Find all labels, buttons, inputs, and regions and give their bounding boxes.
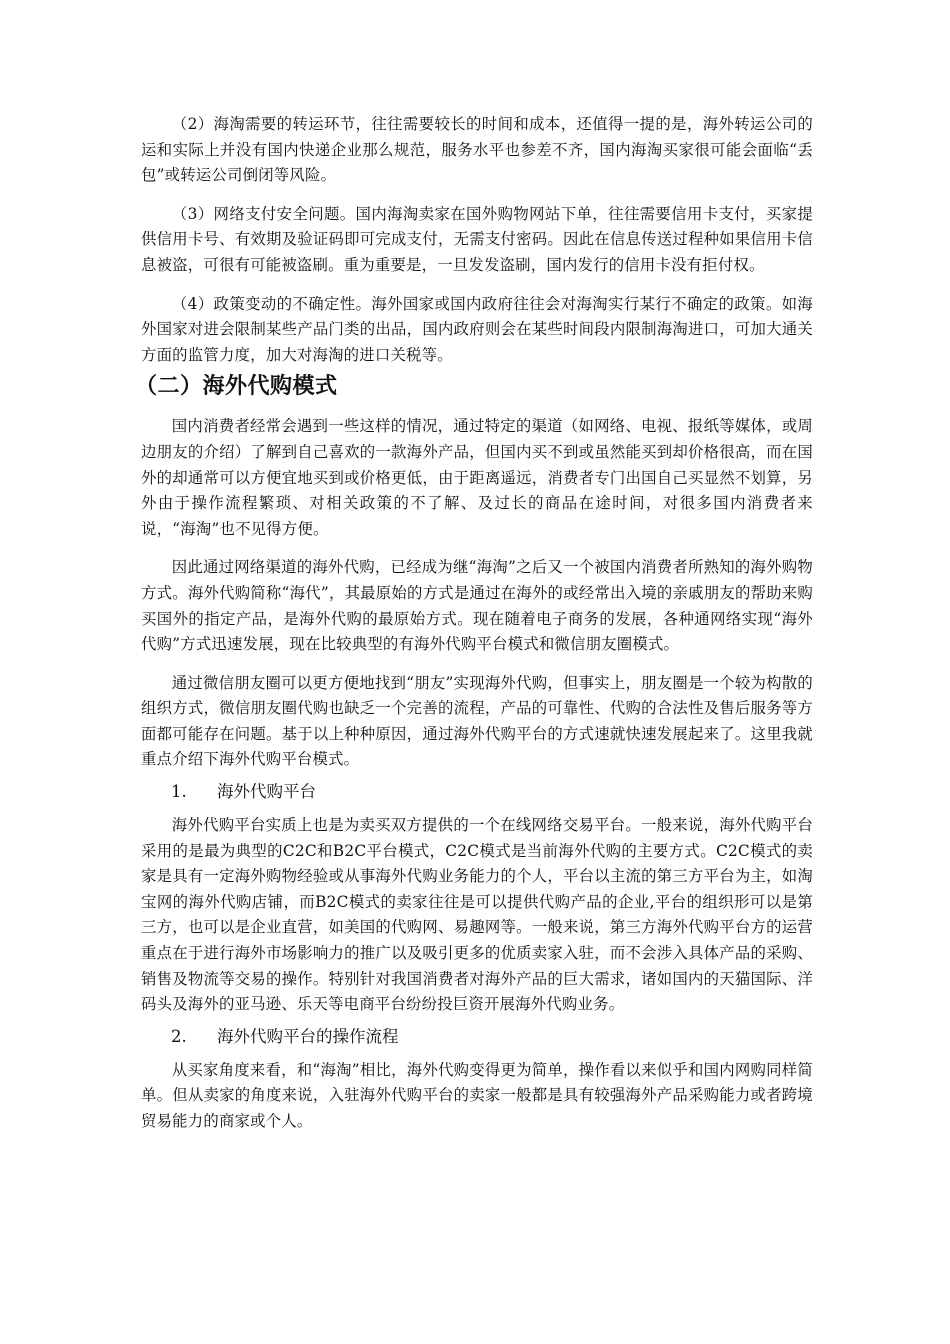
document-page xyxy=(135,112,813,1148)
paragraph-consumer-situation: 国内消费者经常会遇到一些这样的情况，通过特定的渠道（如网络、电视、报纸等媒体，或周边朋友的介绍）了解到自己喜欢的一款海外产品，但国内买不到或虽然能买到却价格很高，而在国外的却通常可以方便宜地买到或价格更低，由于距离遥远，消费者专门出国自己买显然不划算，另外由于操作流程繁琐、对相关政策的不了解、及过长的商品在途时间，对很多国内消费者来说，“海淘”也不见得方便。 xyxy=(141,417,813,538)
subheading-number: 2. xyxy=(171,1026,187,1046)
paragraph-overseas-purchasing: 因此通过网络渠道的海外代购，已经成为继“海淘”之后又一个被国内消费者所熟知的海外购物方式。海外代购简称“海代”，其最原始的方式是通过在海外的或经常出入境的亲戚朋友的帮助来购买国外的指定产品，是海外代购的最原始方式。现在随着电子商务的发展，各种通网络实现“海外代购”方式迅速发展，现在比较典型的有海外代购平台模式和微信朋友圈模式。 xyxy=(141,558,813,654)
section-heading: （二）海外代购模式 xyxy=(135,374,338,400)
subheading-title: 海外代购平台的操作流程 xyxy=(217,1026,399,1046)
subheading-process xyxy=(141,1024,813,1050)
paragraph-risk-payment: （3）网络支付安全问题。国内海淘卖家在国外购物网站下单，往往需要信用卡支付，买家提供信用卡号、有效期及验证码即可完成支付，无需支付密码。因此在信息传送过程种如果信用卡信息被盗，可很有可能被盗刷。重为重要是，一旦发发盗刷，国内发行的信用卡没有拒付权。 xyxy=(141,204,813,274)
subheading-title: 海外代购平台 xyxy=(217,782,316,802)
paragraph-risk-transfer: （2）海淘需要的转运环节，往往需要较长的时间和成本，还值得一提的是，海外转运公司的运和实际上并没有国内快递企业那么规范，服务水平也参差不齐，国内海淘买家很可能会面临“丢包”或转运公司倒闭等风险。 xyxy=(141,115,813,185)
subheading-number: 1. xyxy=(171,782,187,802)
paragraph-risk-policy: （4）政策变动的不确定性。海外国家或国内政府往往会对海淘实行某行不确定的政策。如海外国家对进会限制某些产品门类的出品，国内政府则会在某些时间段内限制海淘进口，可加大通关方面的监管力度，加大对海淘的进口关税等。 xyxy=(141,294,813,364)
subheading-platform xyxy=(141,779,813,805)
paragraph-wechat-moments: 通过微信朋友圈可以更方便地找到“朋友”实现海外代购，但事实上，朋友圈是一个较为构散的组织方式，微信朋友圈代购也缺乏一个完善的流程，产品的可靠性、代购的合法性及售后服务等方面都可能存在问题。基于以上种种原因，通过海外代购平台的方式速就快速发展起来了。这里我就重点介绍下海外代购平台模式。 xyxy=(141,673,813,769)
paragraph-platform-description: 海外代购平台实质上也是为卖买双方提供的一个在线网络交易平台。一般来说，海外代购平台采用的是最为典型的C2C和B2C平台模式，C2C模式是当前海外代购的主要方式。C2C模式的卖家是具有一定海外购物经验或从事海外代购业务能力的个人，平台以主流的第三方平台为主，如淘宝网的海外代购店铺，而B2C模式的卖家往往是可以提供代购产品的企业,平台的组织形可以是第三方，也可以是企业直营，如美国的代购网、易趣网等。一般来说，第三方海外代购平台方的运营重点在于进行海外市场影响力的推广以及吸引更多的优质卖家入驻，而不会涉入具体产品的采购、销售及物流等交易的操作。特别针对我国消费者对海外产品的巨大需求，诸如国内的天猫国际、洋码头及海外的亚马逊、乐天等电商平台纷纷投巨资开展海外代购业务。 xyxy=(141,816,813,1014)
paragraph-process-description: 从买家角度来看，和“海淘”相比，海外代购变得更为简单，操作看以来似乎和国内网购同样简单。但从卖家的角度来说，入驻海外代购平台的卖家一般都是具有较强海外产品采购能力或者跨境贸易能力的商家或个人。 xyxy=(141,1060,813,1130)
